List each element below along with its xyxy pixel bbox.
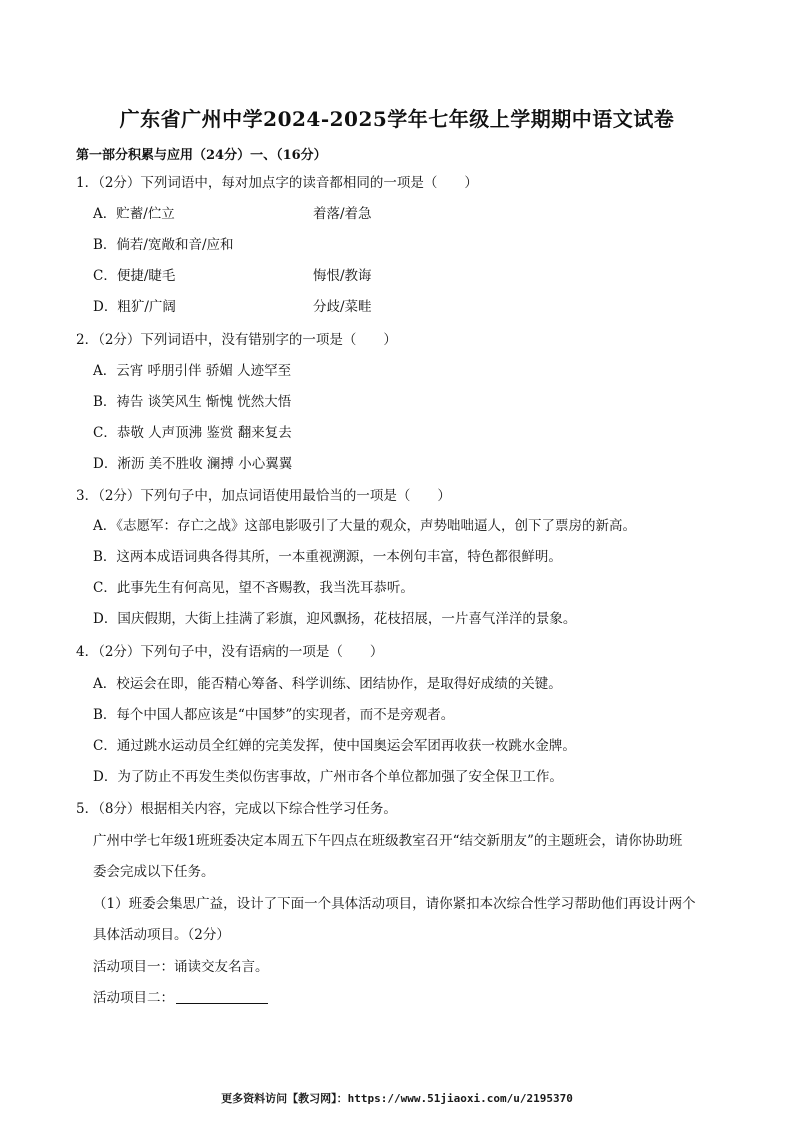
q1-option-d-left: D．粗犷/广阔 (93, 299, 176, 315)
q5-stem: 5．（8分）根据相关内容，完成以下综合性学习任务。 (76, 801, 397, 817)
q2-option-b: B．祷告 谈笑风生 惭愧 恍然大悟 (93, 394, 292, 410)
q1-option-c-right: 悔恨/教诲 (313, 268, 372, 284)
q5-sub1-line1: （1）班委会集思广益，设计了下面一个具体活动项目，请你紧扣本次综合性学习帮助他们再设计两个 (93, 896, 696, 912)
q2-option-d: D．淅沥 美不胜收 澜搏 小心翼翼 (93, 456, 293, 472)
q1-option-a (93, 205, 372, 223)
q1-option-b-left: B．倘若/宽敞和音/应和 (93, 237, 234, 253)
q5-activity-item2 (93, 989, 268, 1007)
q1-stem: 1．（2分）下列词语中，每对加点字的读音都相同的一项是（ ） (76, 175, 478, 191)
q3-option-d: D．国庆假期，大街上挂满了彩旗，迎风飘扬，花枝招展，一片喜气洋洋的景象。 (93, 611, 577, 627)
q1-option-a-right: 着落/着急 (313, 206, 372, 222)
answer-blank[interactable] (176, 989, 268, 1004)
q1-option-b (93, 236, 234, 254)
q2-option-c: C．恭敬 人声顶沸 鉴赏 翻来复去 (93, 425, 292, 441)
q4-option-c: C．通过跳水运动员全红婵的完美发挥，使中国奥运会军团再收获一枚跳水金牌。 (93, 738, 576, 754)
q3-option-c: C．此事先生有何高见，望不吝赐教，我当洗耳恭听。 (93, 580, 414, 596)
q1-option-d-right: 分歧/菜畦 (313, 299, 372, 315)
q4-stem: 4．（2分）下列句子中，没有语病的一项是（ ） (76, 644, 384, 660)
q4-option-b: B．每个中国人都应该是“中国梦”的实现者，而不是旁观者。 (93, 707, 455, 723)
section-heading: 第一部分积累与应用（24分）一、（16分） (76, 148, 327, 163)
q5-sub1-line2: 具体活动项目。（2分） (93, 927, 230, 943)
q1-option-d (93, 298, 372, 316)
exam-title: 广东省广州中学2024-2025学年七年级上学期期中语文试卷 (119, 107, 675, 131)
q5-activity-item2-label: 活动项目二： (93, 990, 174, 1006)
q5-activity-item1: 活动项目一：诵读交友名言。 (93, 959, 269, 975)
q4-option-d: D．为了防止不再发生类似伤害事故，广州市各个单位都加强了安全保卫工作。 (93, 769, 563, 785)
q1-option-c (93, 267, 372, 285)
q1-option-c-left: C．便捷/睫毛 (93, 268, 176, 284)
q2-stem: 2．（2分）下列词语中，没有错别字的一项是（ ） (76, 332, 397, 348)
q2-option-a: A．云宵 呼朋引伴 骄媚 人迹罕至 (93, 363, 292, 379)
q1-option-a-left: A．贮蓄/伫立 (93, 206, 175, 222)
q3-option-b: B．这两本成语词典各得其所，一本重视溯源，一本例句丰富，特色都很鲜明。 (93, 549, 562, 565)
q5-intro-line2: 委会完成以下任务。 (93, 864, 215, 880)
q3-option-a: A．《志愿军：存亡之战》这部电影吸引了大量的观众，声势咄咄逼人，创下了票房的新高。 (93, 518, 636, 534)
footer-link[interactable]: 更多资料访问【教习网】：https://www.51jiaoxi.com/u/2195370 (221, 1092, 573, 1105)
q4-option-a: A．校运会在即，能否精心筹备、科学训练、团结协作，是取得好成绩的关键。 (93, 676, 562, 692)
q3-stem: 3．（2分）下列句子中，加点词语使用最恰当的一项是（ ） (76, 488, 451, 504)
q5-intro-line1: 广州中学七年级1班班委决定本周五下午四点在班级教室召开“结交新朋友”的主题班会，请你协助班 (93, 833, 683, 849)
